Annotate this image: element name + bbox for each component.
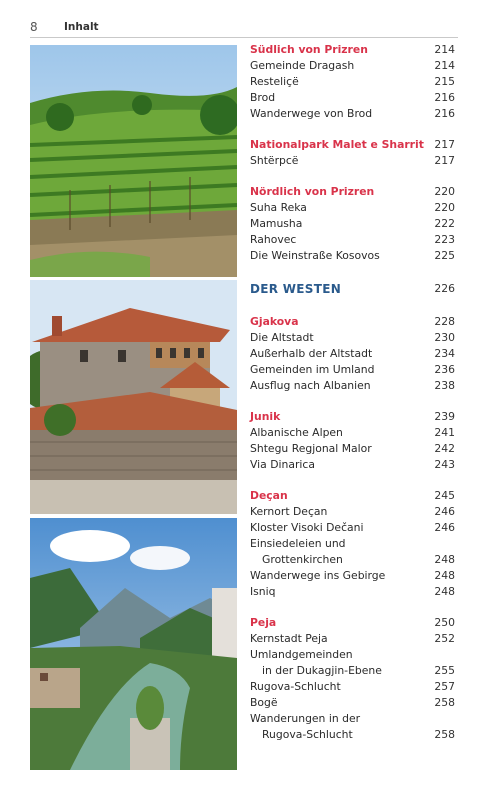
toc-section-label: Deçan bbox=[250, 489, 288, 502]
table-of-contents bbox=[250, 42, 455, 743]
toc-entry-row[interactable] bbox=[250, 58, 455, 74]
toc-entry-label: Die Weinstraße Kosovos bbox=[250, 249, 380, 262]
stone-house-photo bbox=[30, 280, 237, 514]
toc-part-label: DER WESTEN bbox=[250, 282, 342, 296]
toc-entry-row[interactable] bbox=[250, 631, 455, 647]
toc-entry-label: Rahovec bbox=[250, 233, 297, 246]
toc-page-number: 216 bbox=[434, 91, 455, 104]
toc-entry-row[interactable] bbox=[250, 647, 455, 663]
toc-page-number: 228 bbox=[434, 315, 455, 328]
toc-entry-row[interactable] bbox=[250, 663, 455, 679]
toc-page-number: 214 bbox=[434, 59, 455, 72]
toc-entry-label: Außerhalb der Altstadt bbox=[250, 347, 373, 360]
toc-page-number: 241 bbox=[434, 426, 455, 439]
toc-page-number: 243 bbox=[434, 458, 455, 471]
toc-entry-row[interactable] bbox=[250, 200, 455, 216]
header-divider bbox=[30, 37, 458, 38]
toc-entry-label: Wanderwege ins Gebirge bbox=[250, 569, 386, 582]
toc-entry-label: Rugova-Schlucht bbox=[262, 728, 353, 741]
toc-entry-row[interactable] bbox=[250, 457, 455, 473]
toc-entry-label: Wanderwege von Brod bbox=[250, 107, 373, 120]
toc-page-number: 220 bbox=[434, 185, 455, 198]
toc-page-number: 245 bbox=[434, 489, 455, 502]
toc-page-number: 222 bbox=[434, 217, 455, 230]
toc-page-number: 226 bbox=[434, 282, 455, 295]
toc-entry-row[interactable] bbox=[250, 441, 455, 457]
header-title: Inhalt bbox=[64, 21, 99, 33]
toc-entry-label: Gemeinde Dragash bbox=[250, 59, 355, 72]
toc-section-row[interactable] bbox=[250, 137, 455, 153]
toc-entry-label: Shtërpcë bbox=[250, 154, 299, 167]
toc-section-label: Gjakova bbox=[250, 315, 299, 328]
toc-entry-row[interactable] bbox=[250, 695, 455, 711]
toc-section-label: Junik bbox=[250, 410, 281, 423]
toc-entry-row[interactable] bbox=[250, 153, 455, 169]
toc-page-number: 238 bbox=[434, 379, 455, 392]
toc-page-number: 236 bbox=[434, 363, 455, 376]
toc-section-label: Südlich von Prizren bbox=[250, 43, 368, 56]
toc-page-number: 234 bbox=[434, 347, 455, 360]
toc-page-number: 248 bbox=[434, 569, 455, 582]
toc-section-row[interactable] bbox=[250, 488, 455, 504]
toc-spacer bbox=[250, 264, 455, 279]
toc-entry-row[interactable] bbox=[250, 425, 455, 441]
toc-page-number: 230 bbox=[434, 331, 455, 344]
toc-page-number: 239 bbox=[434, 410, 455, 423]
toc-page-number: 242 bbox=[434, 442, 455, 455]
toc-entry-row[interactable] bbox=[250, 106, 455, 122]
toc-entry-row[interactable] bbox=[250, 568, 455, 584]
toc-entry-row[interactable] bbox=[250, 520, 455, 536]
toc-entry-label: Kernort Deçan bbox=[250, 505, 328, 518]
toc-entry-row[interactable] bbox=[250, 711, 455, 727]
toc-entry-row[interactable] bbox=[250, 504, 455, 520]
toc-section-row[interactable] bbox=[250, 184, 455, 200]
toc-entry-label: Einsiedeleien und bbox=[250, 537, 346, 550]
toc-entry-label: Resteliçë bbox=[250, 75, 299, 88]
toc-part-row[interactable] bbox=[250, 279, 455, 299]
toc-page-number: 217 bbox=[434, 154, 455, 167]
toc-spacer bbox=[250, 299, 455, 314]
toc-entry-label: Gemeinden im Umland bbox=[250, 363, 375, 376]
toc-spacer bbox=[250, 600, 455, 615]
toc-entry-label: Suha Reka bbox=[250, 201, 307, 214]
toc-page-number: 220 bbox=[434, 201, 455, 214]
toc-entry-label: Die Altstadt bbox=[250, 331, 314, 344]
toc-entry-label: Albanische Alpen bbox=[250, 426, 343, 439]
toc-entry-row[interactable] bbox=[250, 552, 455, 568]
toc-entry-row[interactable] bbox=[250, 536, 455, 552]
vineyard-photo bbox=[30, 45, 237, 277]
toc-page-number: 255 bbox=[434, 664, 455, 677]
toc-entry-row[interactable] bbox=[250, 378, 455, 394]
toc-page-number: 217 bbox=[434, 138, 455, 151]
page-number: 8 bbox=[30, 20, 38, 34]
toc-entry-label: Isniq bbox=[250, 585, 276, 598]
toc-entry-row[interactable] bbox=[250, 679, 455, 695]
toc-entry-label: Via Dinarica bbox=[250, 458, 315, 471]
toc-entry-row[interactable] bbox=[250, 216, 455, 232]
toc-page-number: 250 bbox=[434, 616, 455, 629]
toc-page-number: 258 bbox=[434, 728, 455, 741]
toc-entry-row[interactable] bbox=[250, 90, 455, 106]
toc-section-row[interactable] bbox=[250, 314, 455, 330]
toc-section-label: Nationalpark Malet e Sharrit bbox=[250, 138, 424, 151]
toc-entry-row[interactable] bbox=[250, 346, 455, 362]
toc-page-number: 223 bbox=[434, 233, 455, 246]
toc-entry-row[interactable] bbox=[250, 584, 455, 600]
page-header bbox=[30, 20, 458, 38]
toc-spacer bbox=[250, 122, 455, 137]
toc-entry-row[interactable] bbox=[250, 232, 455, 248]
toc-page-number: 216 bbox=[434, 107, 455, 120]
toc-section-label: Peja bbox=[250, 616, 277, 629]
toc-spacer bbox=[250, 473, 455, 488]
toc-entry-row[interactable] bbox=[250, 330, 455, 346]
toc-entry-label: Wanderungen in der bbox=[250, 712, 361, 725]
toc-entry-label: Rugova-Schlucht bbox=[250, 680, 341, 693]
toc-entry-row[interactable] bbox=[250, 362, 455, 378]
toc-entry-row[interactable] bbox=[250, 248, 455, 264]
toc-entry-label: Shtegu Regjonal Malor bbox=[250, 442, 372, 455]
toc-entry-label: in der Dukagjin-Ebene bbox=[262, 664, 382, 677]
toc-page-number: 258 bbox=[434, 696, 455, 709]
toc-page-number: 248 bbox=[434, 585, 455, 598]
toc-page-number: 246 bbox=[434, 505, 455, 518]
toc-entry-row[interactable] bbox=[250, 74, 455, 90]
river-valley-photo bbox=[30, 518, 237, 770]
toc-page-number: 248 bbox=[434, 553, 455, 566]
toc-spacer bbox=[250, 394, 455, 409]
toc-page-number: 257 bbox=[434, 680, 455, 693]
toc-page-number: 225 bbox=[434, 249, 455, 262]
toc-entry-label: Ausflug nach Albanien bbox=[250, 379, 371, 392]
toc-page-number: 252 bbox=[434, 632, 455, 645]
toc-entry-label: Kernstadt Peja bbox=[250, 632, 328, 645]
toc-section-row[interactable] bbox=[250, 409, 455, 425]
toc-entry-label: Brod bbox=[250, 91, 276, 104]
toc-page-number: 215 bbox=[434, 75, 455, 88]
toc-entry-label: Grottenkirchen bbox=[262, 553, 343, 566]
toc-entry-label: Umlandgemeinden bbox=[250, 648, 353, 661]
toc-entry-row[interactable] bbox=[250, 727, 455, 743]
toc-page-number: 246 bbox=[434, 521, 455, 534]
toc-section-row[interactable] bbox=[250, 615, 455, 631]
toc-entry-label: Mamusha bbox=[250, 217, 303, 230]
toc-section-label: Nördlich von Prizren bbox=[250, 185, 375, 198]
toc-spacer bbox=[250, 169, 455, 184]
toc-section-row[interactable] bbox=[250, 42, 455, 58]
toc-entry-label: Kloster Visoki Dečani bbox=[250, 521, 364, 534]
toc-page-number: 214 bbox=[434, 43, 455, 56]
toc-entry-label: Bogë bbox=[250, 696, 278, 709]
